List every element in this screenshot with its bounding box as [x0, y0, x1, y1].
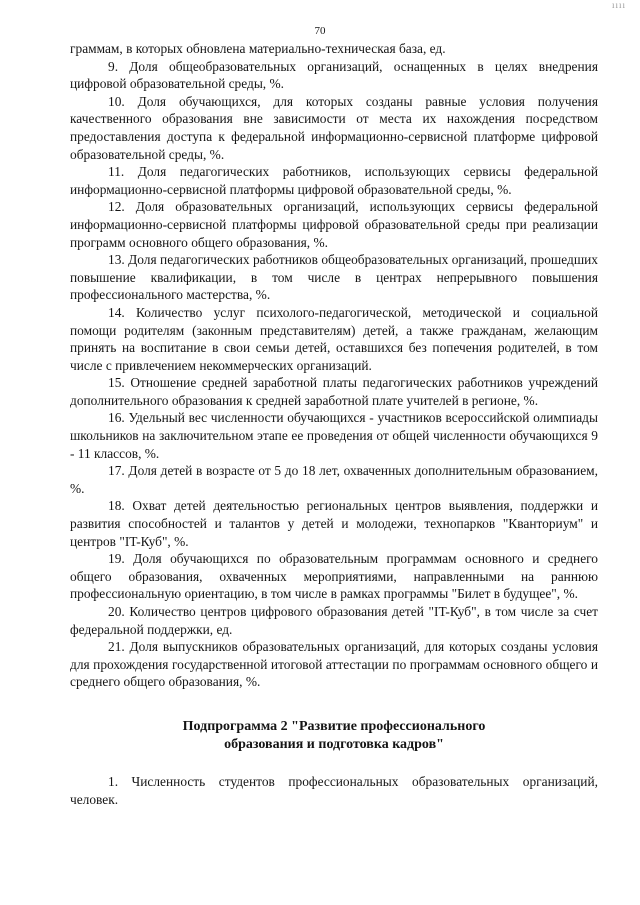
- paragraph-continuation: граммам, в которых обновлена материально-техническая база, ед.: [70, 41, 446, 56]
- section-heading-line-2: образования и подготовка кадров": [224, 736, 444, 752]
- paragraph-item-20: 20. Количество центров цифрового образования детей "IT-Куб", в том числе за счет федеральной поддержки, ед.: [70, 604, 598, 637]
- paragraph-item-18: 18. Охват детей деятельностью региональных центров выявления, поддержки и развития способностей и талантов у детей и молодежи, технопарков "Кванториум" и центров "IT-Куб", %.: [70, 498, 598, 549]
- page-corner-mark: ıııı: [611, 0, 626, 10]
- section-heading: [70, 718, 598, 753]
- paragraph-item-9: 9. Доля общеобразовательных организаций, оснащенных в целях внедрения цифровой образовательной среды, %.: [70, 58, 598, 92]
- paragraph-item-19: 19. Доля обучающихся по образовательным программам основного и среднего общего образования, охваченных мероприятиями, направленными на раннюю профессиональную ориентацию, в том числе в рамках программы "Билет в будущее", %.: [70, 551, 598, 602]
- document-body: [70, 40, 598, 808]
- paragraph-subprogram-item-1: 1. Численность студентов профессиональных образовательных организаций, человек.: [70, 774, 598, 807]
- page-number: 70: [314, 25, 326, 37]
- paragraph-item-16: 16. Удельный вес численности обучающихся - участников всероссийской олимпиады школьников на заключительном этапе ее проведения от общей численности обучающихся 9 - 11 классов, %.: [70, 410, 598, 461]
- paragraph-item-10: 10. Доля обучающихся, для которых созданы равные условия получения качественного образования вне зависимости от места их нахождения посредством предоставления доступа к федеральной информационно-сервисной платформе цифровой образовательной среды, %.: [70, 93, 598, 162]
- paragraph-item-15: 15. Отношение средней заработной платы педагогических работников учреждений дополнительного образования к средней заработной плате учителей в регионе, %.: [70, 375, 598, 408]
- paragraph-item-21: 21. Доля выпускников образовательных организаций, для которых созданы условия для прохождения государственной итоговой аттестации по программам основного общего и среднего общего образования, %.: [70, 639, 598, 690]
- paragraph-item-11: 11. Доля педагогических работников, использующих сервисы федеральной информационно-сервисной платформы цифровой образовательной среды, %.: [70, 164, 598, 197]
- paragraph-item-13: 13. Доля педагогических работников общеобразовательных организаций, прошедших повышение квалификации, в том числе в центрах непрерывного повышения профессионального мастерства, %.: [70, 252, 598, 303]
- paragraph-item-17: 17. Доля детей в возрасте от 5 до 18 лет, охваченных дополнительным образованием, %.: [70, 463, 598, 496]
- paragraph-item-14: 14. Количество услуг психолого-педагогической, методической и социальной помощи родителям (законным представителям) детей, а также гражданам, желающим принять на воспитание в свои семьи детей, оставшихся без попечения родителей, в том числе с привлечением некоммерческих организаций.: [70, 304, 598, 373]
- section-heading-line-1: Подпрограмма 2 "Развитие профессионального: [182, 718, 486, 734]
- paragraph-item-12: 12. Доля образовательных организаций, использующих сервисы федеральной информационно-сервисной платформы цифровой образовательной среды при реализации программ основного общего образования, %.: [70, 199, 598, 250]
